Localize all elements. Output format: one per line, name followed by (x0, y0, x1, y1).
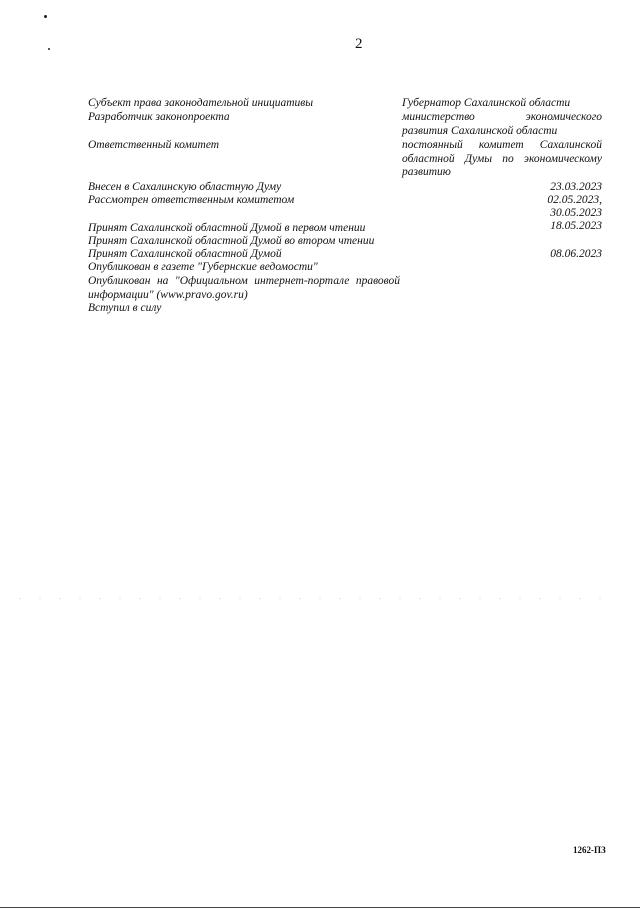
scan-speck (48, 48, 50, 50)
scan-speck (44, 15, 47, 18)
committee-value: постоянный комитет Сахалинской областной Думы по экономическому развитию (402, 139, 602, 178)
subject-label: Субъект права законодательной инициативы (88, 97, 314, 109)
reviewed-label: Рассмотрен ответственным комитетом (88, 194, 295, 206)
entered-force-label: Вступил в силу (88, 302, 162, 314)
first-reading-label: Принят Сахалинской областной Думой в первом чтении (88, 222, 366, 234)
second-reading-label: Принят Сахалинской областной Думой во втором чтении (88, 235, 375, 247)
reviewed-date-2: 30.05.2023 (550, 207, 602, 219)
committee-label: Ответственный комитет (88, 139, 220, 151)
adopted-date: 08.06.2023 (550, 248, 602, 260)
scan-dots (10, 598, 610, 599)
adopted-label: Принят Сахалинской областной Думой (88, 248, 282, 260)
developer-label: Разработчик законопроекта (88, 111, 230, 123)
subject-value: Губернатор Сахалинской области (402, 97, 571, 109)
page-number: 2 (355, 36, 363, 52)
scan-edge (0, 907, 640, 908)
developer-value: министерство экономического развития Сахалинской области (402, 111, 602, 137)
submitted-date: 23.03.2023 (550, 181, 602, 193)
first-reading-date: 18.05.2023 (550, 220, 602, 232)
published-newspaper-label: Опубликован в газете "Губернские ведомости" (88, 261, 318, 273)
document-code: 1262-ПЗ (573, 845, 606, 855)
submitted-label: Внесен в Сахалинскую областную Думу (88, 181, 282, 193)
reviewed-date-1: 02.05.2023, (547, 194, 602, 206)
published-portal-label: Опубликован на "Официальном интернет-портале правовой информации" (www.pravo.gov.ru) (88, 275, 400, 301)
